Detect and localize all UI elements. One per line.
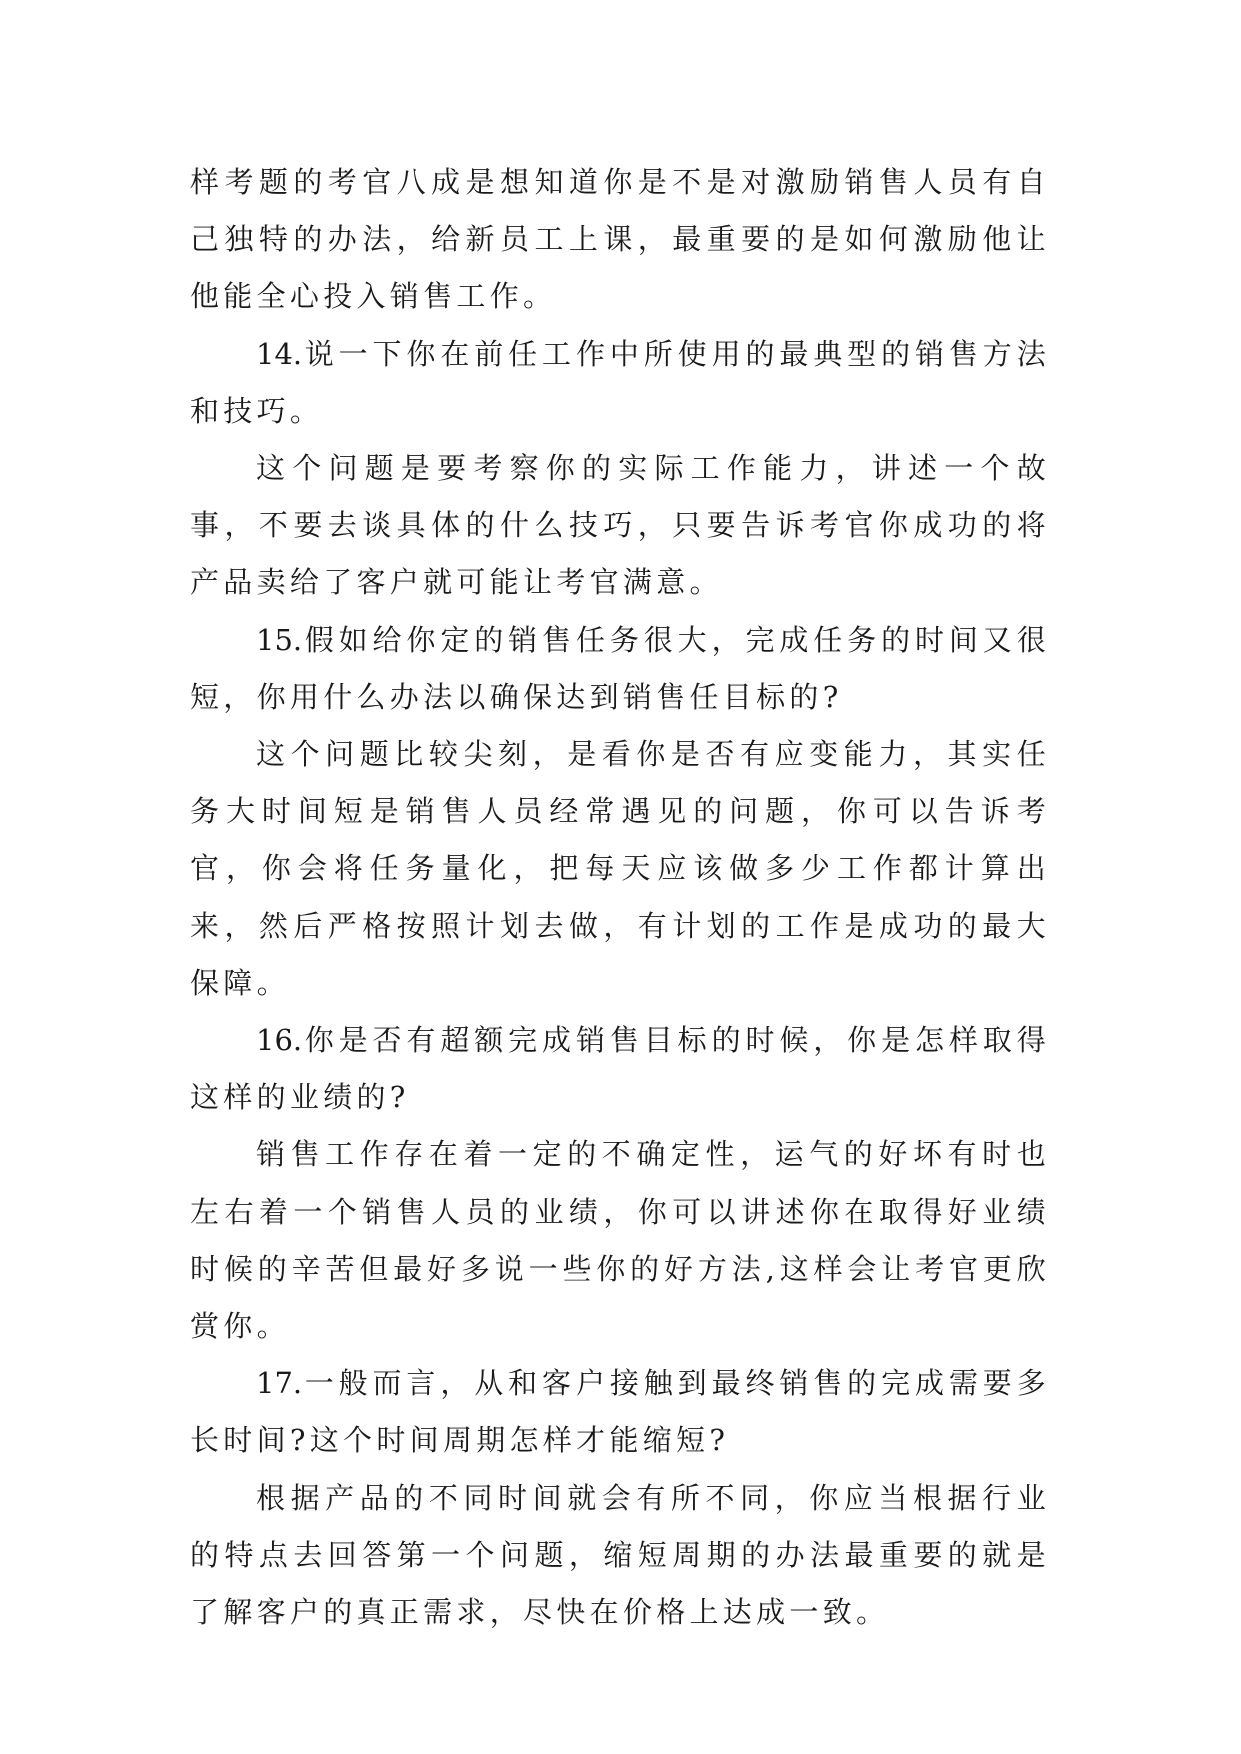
question-number: 15.: [256, 622, 303, 657]
question-number: 14.: [256, 336, 303, 371]
question-16: [190, 1012, 1050, 1126]
question-number: 16.: [256, 1023, 303, 1058]
question-14: [190, 326, 1050, 440]
question-text: 说一下你在前任工作中所使用的最典型的销售方法和技巧。: [190, 336, 1050, 428]
question-15: [190, 612, 1050, 726]
question-text: 一般而言，从和客户接触到最终销售的完成需要多长时间?这个时间周期怎样才能缩短?: [190, 1366, 1050, 1458]
answer-16: 销售工作存在着一定的不确定性，运气的好坏有时也左右着一个销售人员的业绩，你可以讲述你在取得好业绩时候的辛苦但最好多说一些你的好方法,这样会让考官更欣赏你。: [190, 1137, 1050, 1344]
answer-14: 这个问题是要考察你的实际工作能力，讲述一个故事，不要去谈具体的什么技巧，只要告诉考官你成功的将产品卖给了客户就可能让考官满意。: [190, 451, 1050, 600]
question-17: [190, 1355, 1050, 1469]
question-text: 你是否有超额完成销售目标的时候，你是怎样取得这样的业绩的?: [190, 1023, 1050, 1115]
continuation-paragraph: 样考题的考官八成是想知道你是不是对激励销售人员有自己独特的办法，给新员工上课，最重要的是如何激励他让他能全心投入销售工作。: [190, 165, 1050, 314]
question-number: 17.: [256, 1366, 303, 1401]
question-text: 假如给你定的销售任务很大，完成任务的时间又很短，你用什么办法以确保达到销售任目标的?: [190, 622, 1050, 714]
document-body: [190, 154, 1050, 1641]
answer-17: 根据产品的不同时间就会有所不同，你应当根据行业的特点去回答第一个问题，缩短周期的办法最重要的就是了解客户的真正需求，尽快在价格上达成一致。: [190, 1480, 1050, 1630]
answer-15: 这个问题比较尖刻，是看你是否有应变能力，其实任务大时间短是销售人员经常遇见的问题，你可以告诉考官，你会将任务量化，把每天应该做多少工作都计算出来，然后严格按照计划去做，有计划的工作是成功的最大保障。: [190, 737, 1050, 1000]
